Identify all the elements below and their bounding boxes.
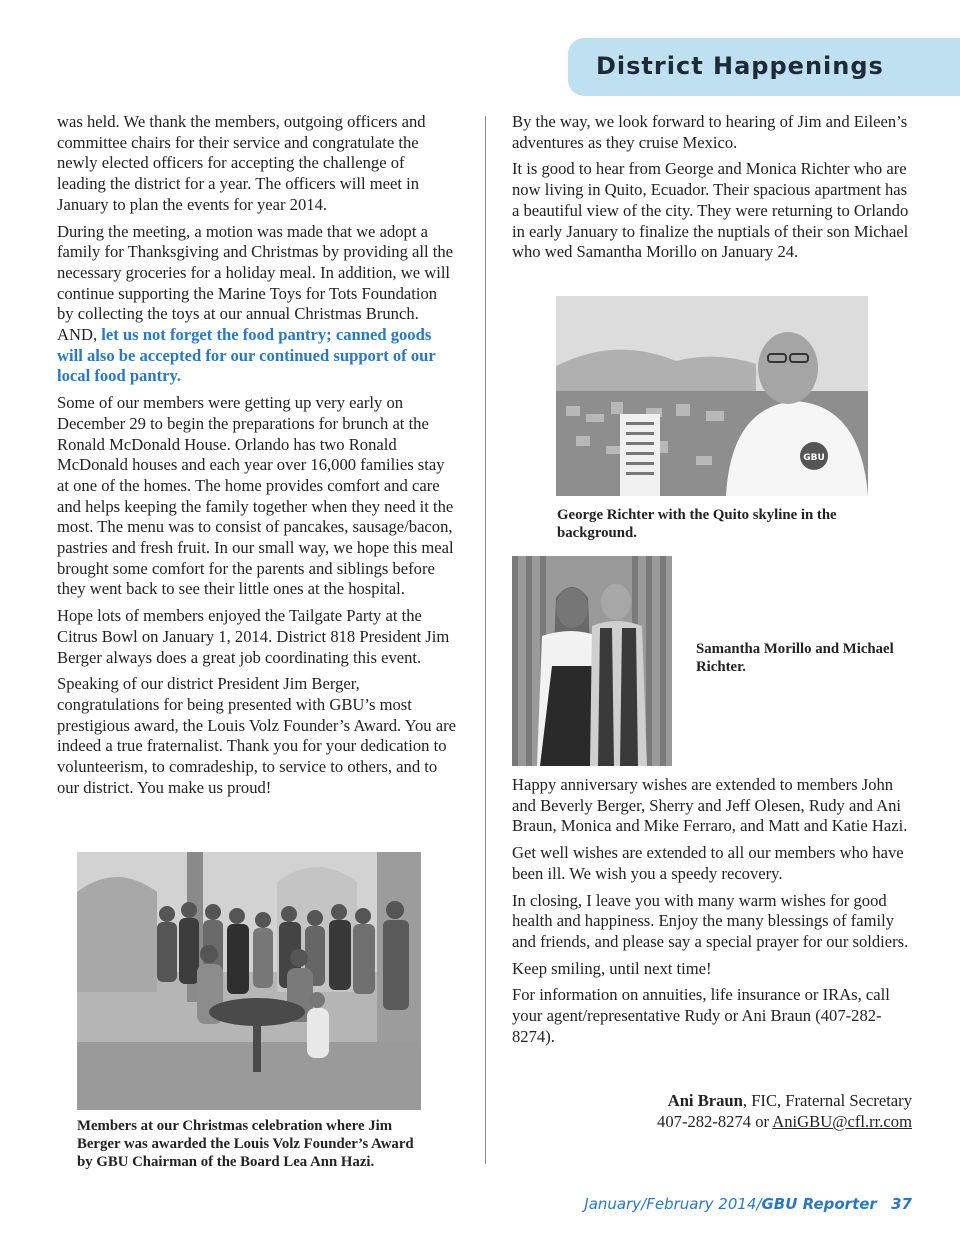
section-title: District Happenings (596, 52, 884, 80)
group-photo (77, 852, 421, 1110)
group-photo-caption: Members at our Christmas celebration where Jim Berger was awarded the Louis Volz Founder’s Award by GBU Chairman of the Board Lea Ann Hazi. (77, 1118, 414, 1170)
gbu-shirt-logo: GBU (803, 453, 825, 463)
george-richter-caption: George Richter with the Quito skyline in the background. (557, 507, 837, 541)
column-divider (485, 116, 486, 1164)
highlighted-text: let us not forget the food pantry; canned goods will also be accepted for our continued support of our local food pantry. (57, 325, 436, 386)
paragraph: was held. We thank the members, outgoing officers and committee chairs for their service and congratulate the newly elected officers for accepting the challenge of leading the district for a year. The officers will meet in January to plan the events for year 2014. (57, 112, 426, 214)
email-link[interactable]: AniGBU@cfl.rr.com (772, 1112, 912, 1131)
footer-publication: GBU Reporter (761, 1195, 877, 1213)
page-footer (584, 1195, 912, 1213)
contact-line (620, 1111, 912, 1132)
paragraph: Some of our members were getting up very early on December 29 to begin the preparations for brunch at the Ronald McDonald House. Orlando has two Ronald McDonald houses and each year over 16,000 families stay at one of the homes. The home provides comfort and care and helps keeping the family together when they need it the most. The menu was to consist of pancakes, sausage/bacon, pastries and fresh fruit. In our small way, we hope this meal brought some comfort for the parents and siblings before they went back to see their little ones at the hospital. (57, 393, 454, 599)
signature-line (620, 1090, 912, 1111)
paragraph: Hope lots of members enjoyed the Tailgate Party at the Citrus Bowl on January 1, 2014. District 818 President Jim Berger always does a great job coordinating this event. (57, 606, 450, 667)
paragraph (57, 222, 457, 388)
paragraph: By the way, we look forward to hearing of Jim and Eileen’s adventures as they cruise Mexico. (512, 112, 908, 152)
paragraph: Get well wishes are extended to all our members who have been ill. We wish you a speedy recovery. (512, 843, 904, 883)
paragraph: In closing, I leave you with many warm wishes for good health and happiness. Enjoy the many blessings of family and friends, and please say a special prayer for our soldiers. (512, 890, 909, 951)
signature-name: Ani Braun (667, 1091, 743, 1110)
signature-block (620, 1090, 912, 1132)
paragraph: Speaking of our district President Jim Berger, congratulations for being presented with GBU’s most prestigious award, the Louis Volz Founder’s Award. You are indeed a true fraternalist. Thank you for your dedication to volunteerism, to comradeship, to service to others, and to our district. You make us proud! (57, 674, 456, 797)
right-column-bottom (512, 775, 912, 1053)
paragraph-text: During the meeting, a motion was made that we adopt a family for Thanksgiving and Christmas by providing all the necessary groceries for a holiday meal. In addition, we will continue supporting the Marine Toys for Tots Foundation by collecting the toys at our annual Christmas Brunch. AND, (57, 221, 454, 345)
george-richter-photo (556, 296, 868, 496)
signature-phone: 407-282-8274 or (657, 1112, 773, 1131)
couple-photo-caption: Samantha Morillo and Michael Richter. (696, 641, 894, 675)
paragraph: Keep smiling, until next time! (512, 958, 712, 978)
right-column-top (512, 112, 912, 269)
footer-issue: January/February 2014/ (584, 1195, 762, 1213)
couple-photo (512, 556, 672, 766)
left-column (57, 112, 457, 805)
paragraph: Happy anniversary wishes are extended to members John and Beverly Berger, Sherry and Jeff Olesen, Rudy and Ani Braun, Monica and Mike Ferraro, and Matt and Katie Hazi. (512, 775, 908, 836)
paragraph: It is good to hear from George and Monica Richter who are now living in Quito, Ecuador. Their spacious apartment has a beautiful view of the city. They were returning to Orlando in early January to finalize the nuptials of their son Michael who wed Samantha Morillo on January 24. (512, 159, 909, 262)
paragraph: For information on annuities, life insurance or IRAs, call your agent/representative Rudy or Ani Braun (407-282-8274). (512, 985, 890, 1046)
page-number: 37 (891, 1195, 912, 1213)
signature-title: , FIC, Fraternal Secretary (742, 1091, 912, 1110)
